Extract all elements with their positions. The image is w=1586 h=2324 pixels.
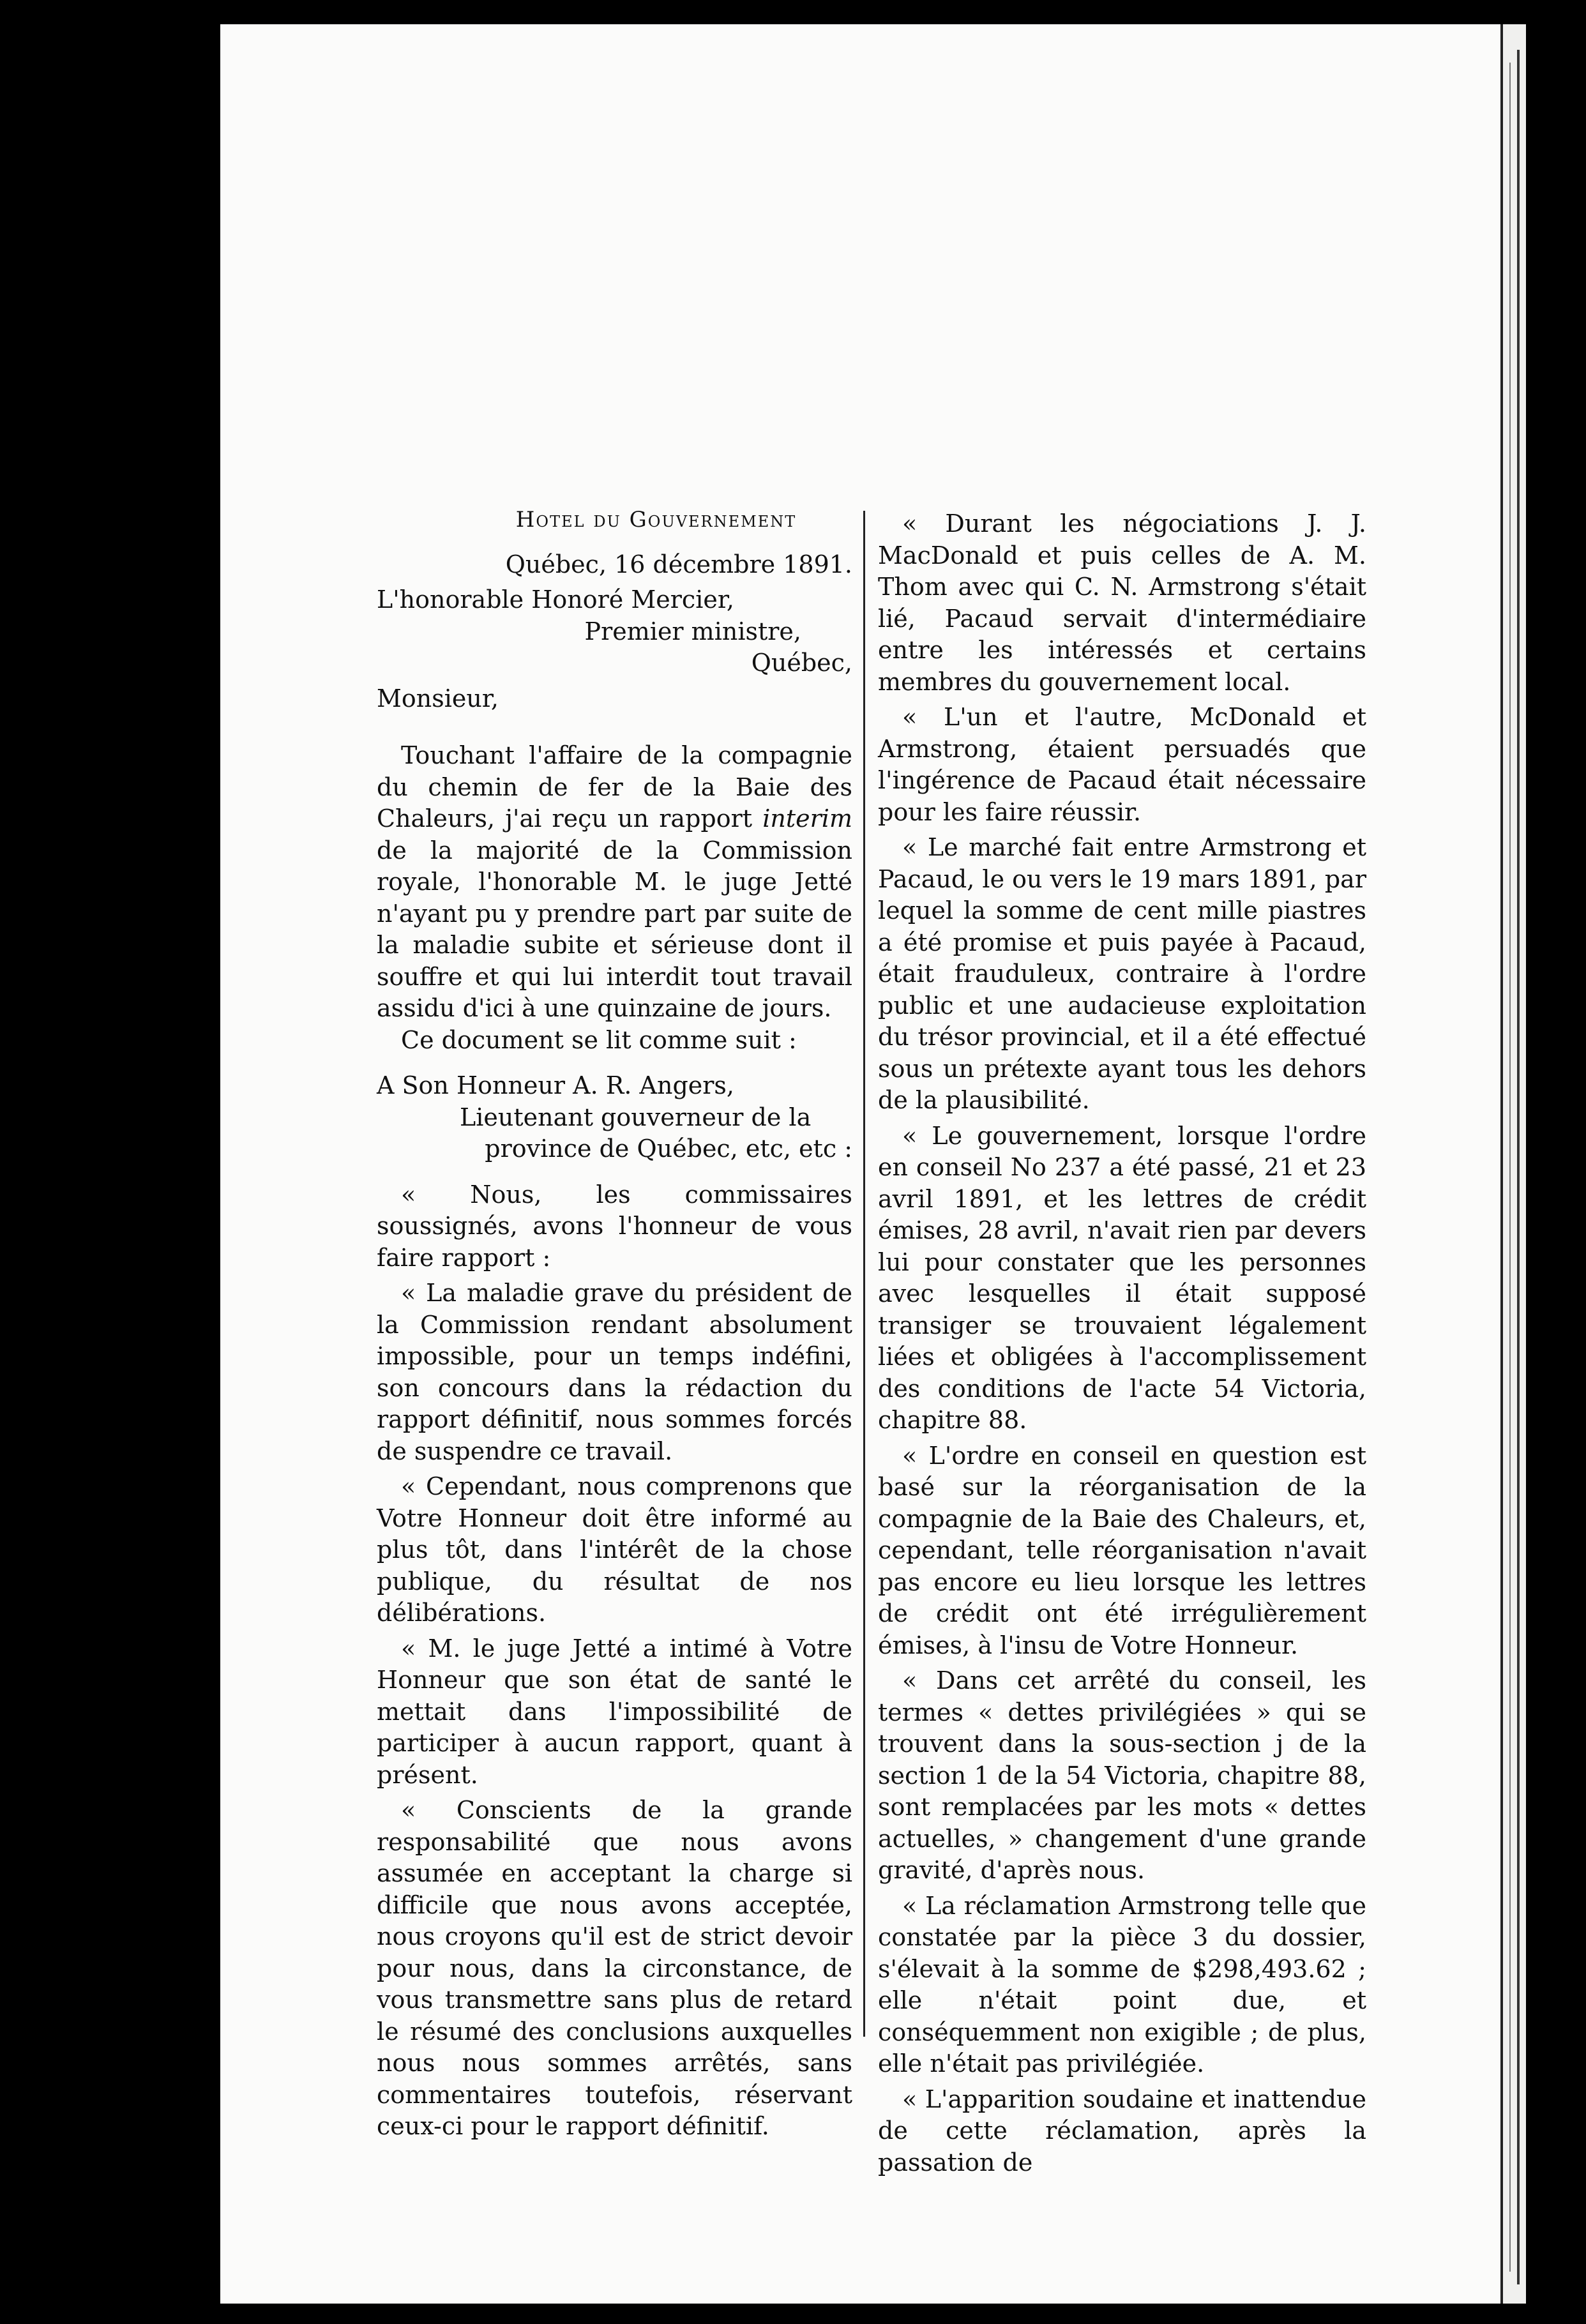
- salutation: Monsieur,: [377, 684, 499, 713]
- recipient-place: province de Québec, etc, etc :: [485, 1135, 852, 1163]
- report-paragraph: « L'un et l'autre, McDonald et Armstrong, étaient persuadés que l'ingérence de Pacaud était nécessaire pour les faire réussir.: [878, 703, 1366, 826]
- report-paragraph: « Nous, les commissaires soussignés, avons l'honneur de vous faire rapport :: [377, 1180, 852, 1272]
- intro-paragraph: [377, 740, 852, 1025]
- intro-text-b: de la majorité de la Commission royale, l'honorable M. le juge Jetté n'ayant pu y prendre part par suite de la maladie subite et sérieuse dont il souffre et qui lui interdit tout travail assidu d'ici à une quinzaine de jours.: [377, 836, 852, 1022]
- intro-emphasis: interim: [762, 804, 852, 833]
- recipient-title: Lieutenant gouverneur de la: [460, 1103, 812, 1131]
- column-divider: [863, 511, 865, 2037]
- page-edge: [1500, 24, 1526, 2304]
- report-paragraph: « L'ordre en conseil en question est basé sur la réorganisation de la compagnie de la Baie des Chaleurs, et, cependant, telle réorganisation n'avait pas encore eu lieu lorsque les lettres de crédit ont été irrégulièrement émises, à l'insu de Votre Honneur.: [878, 1441, 1366, 1659]
- report-paragraph: « M. le juge Jetté a intimé à Votre Honneur que son état de santé le mettait dans l'impossibilité de participer à aucun rapport, quant à présent.: [377, 1634, 852, 1789]
- report-paragraph: « L'apparition soudaine et inattendue de cette réclamation, après la passation de: [878, 2085, 1366, 2177]
- dateline: Québec, 16 décembre 1891.: [505, 550, 852, 578]
- report-paragraph: « La maladie grave du président de la Commission rendant absolument impossible, pour un temps indéfini, son concours dans la rédaction du rapport définitif, nous sommes forcés de suspendre ce travail.: [377, 1279, 852, 1465]
- report-paragraph: « Cependant, nous comprenons que Votre Honneur doit être informé au plus tôt, dans l'intérêt de la chose publique, du résultat de nos délibérations.: [377, 1472, 852, 1627]
- addressee-title: Premier ministre,: [584, 617, 801, 645]
- report-paragraph: « Conscients de la grande responsabilité que nous avons assumée en acceptant la charge si difficile que nous avons acceptée, nous croyons qu'il est de strict devoir pour nous, dans la circonstance, de vous transmettre sans plus de retard le résumé des conclusions auxquelles nous nous sommes arrêtés, sans commentaires toutefois, réservant ceux-ci pour le rapport définitif.: [377, 1796, 852, 2140]
- right-column: [878, 504, 1366, 2178]
- report-paragraph: « Durant les négociations J. J. MacDonald et puis celles de A. M. Thom avec qui C. N. Armstrong s'était lié, Pacaud servait d'intermédiaire entre les intéressés et certains membres du gouvernement local.: [878, 509, 1366, 696]
- intro-paragraph-2: Ce document se lit comme suit :: [401, 1025, 797, 1054]
- addressee-place: Québec,: [751, 649, 852, 677]
- report-paragraph: « Le gouvernement, lorsque l'ordre en conseil No 237 a été passé, 21 et 23 avril 1891, et les lettres de crédit émises, 28 avril, n'avait rien par devers lui pour constater que les personnes avec lesquelles il était supposé transiger se trouvaient légalement liées et obligées à l'accomplissement des conditions de l'acte 54 Victoria, chapitre 88.: [878, 1121, 1366, 1434]
- report-paragraph: « Le marché fait entre Armstrong et Pacaud, le ou vers le 19 mars 1891, par lequel la somme de cent mille piastres a été promise et puis payée à Pacaud, était frauduleux, contraire à l'ordre public et une audacieuse exploitation du trésor provincial, et il a été effectué sous un prétexte ayant tous les dehors de la plausibilité.: [878, 833, 1366, 1114]
- recipient-name: A Son Honneur A. R. Angers,: [377, 1071, 734, 1099]
- intro-text-a: Touchant l'affaire de la compagnie du chemin de fer de la Baie des Chaleurs, j'ai reçu un rapport: [377, 741, 852, 833]
- report-paragraph: « Dans cet arrêté du conseil, les termes « dettes privilégiées » qui se trouvent dans la sous-section j de la section 1 de la 54 Victoria, chapitre 88, sont remplacées par les mots « dettes actuelles, » changement d'une grande gravité, d'après nous.: [878, 1666, 1366, 1884]
- edge-line-thin: [1509, 63, 1511, 2272]
- left-column: [377, 504, 852, 2143]
- edge-line: [1517, 50, 1520, 2284]
- report-paragraph: « La réclamation Armstrong telle que constatée par la pièce 3 du dossier, s'élevait à la somme de $298,493.62 ; elle n'était point due, et conséquemment non exigible ; de plus, elle n'était pas privilégiée.: [878, 1891, 1366, 2078]
- letterhead: Hotel du Gouvernement: [515, 507, 797, 532]
- report-left-block: [377, 1179, 852, 2143]
- addressee-name: L'honorable Honoré Mercier,: [377, 585, 734, 614]
